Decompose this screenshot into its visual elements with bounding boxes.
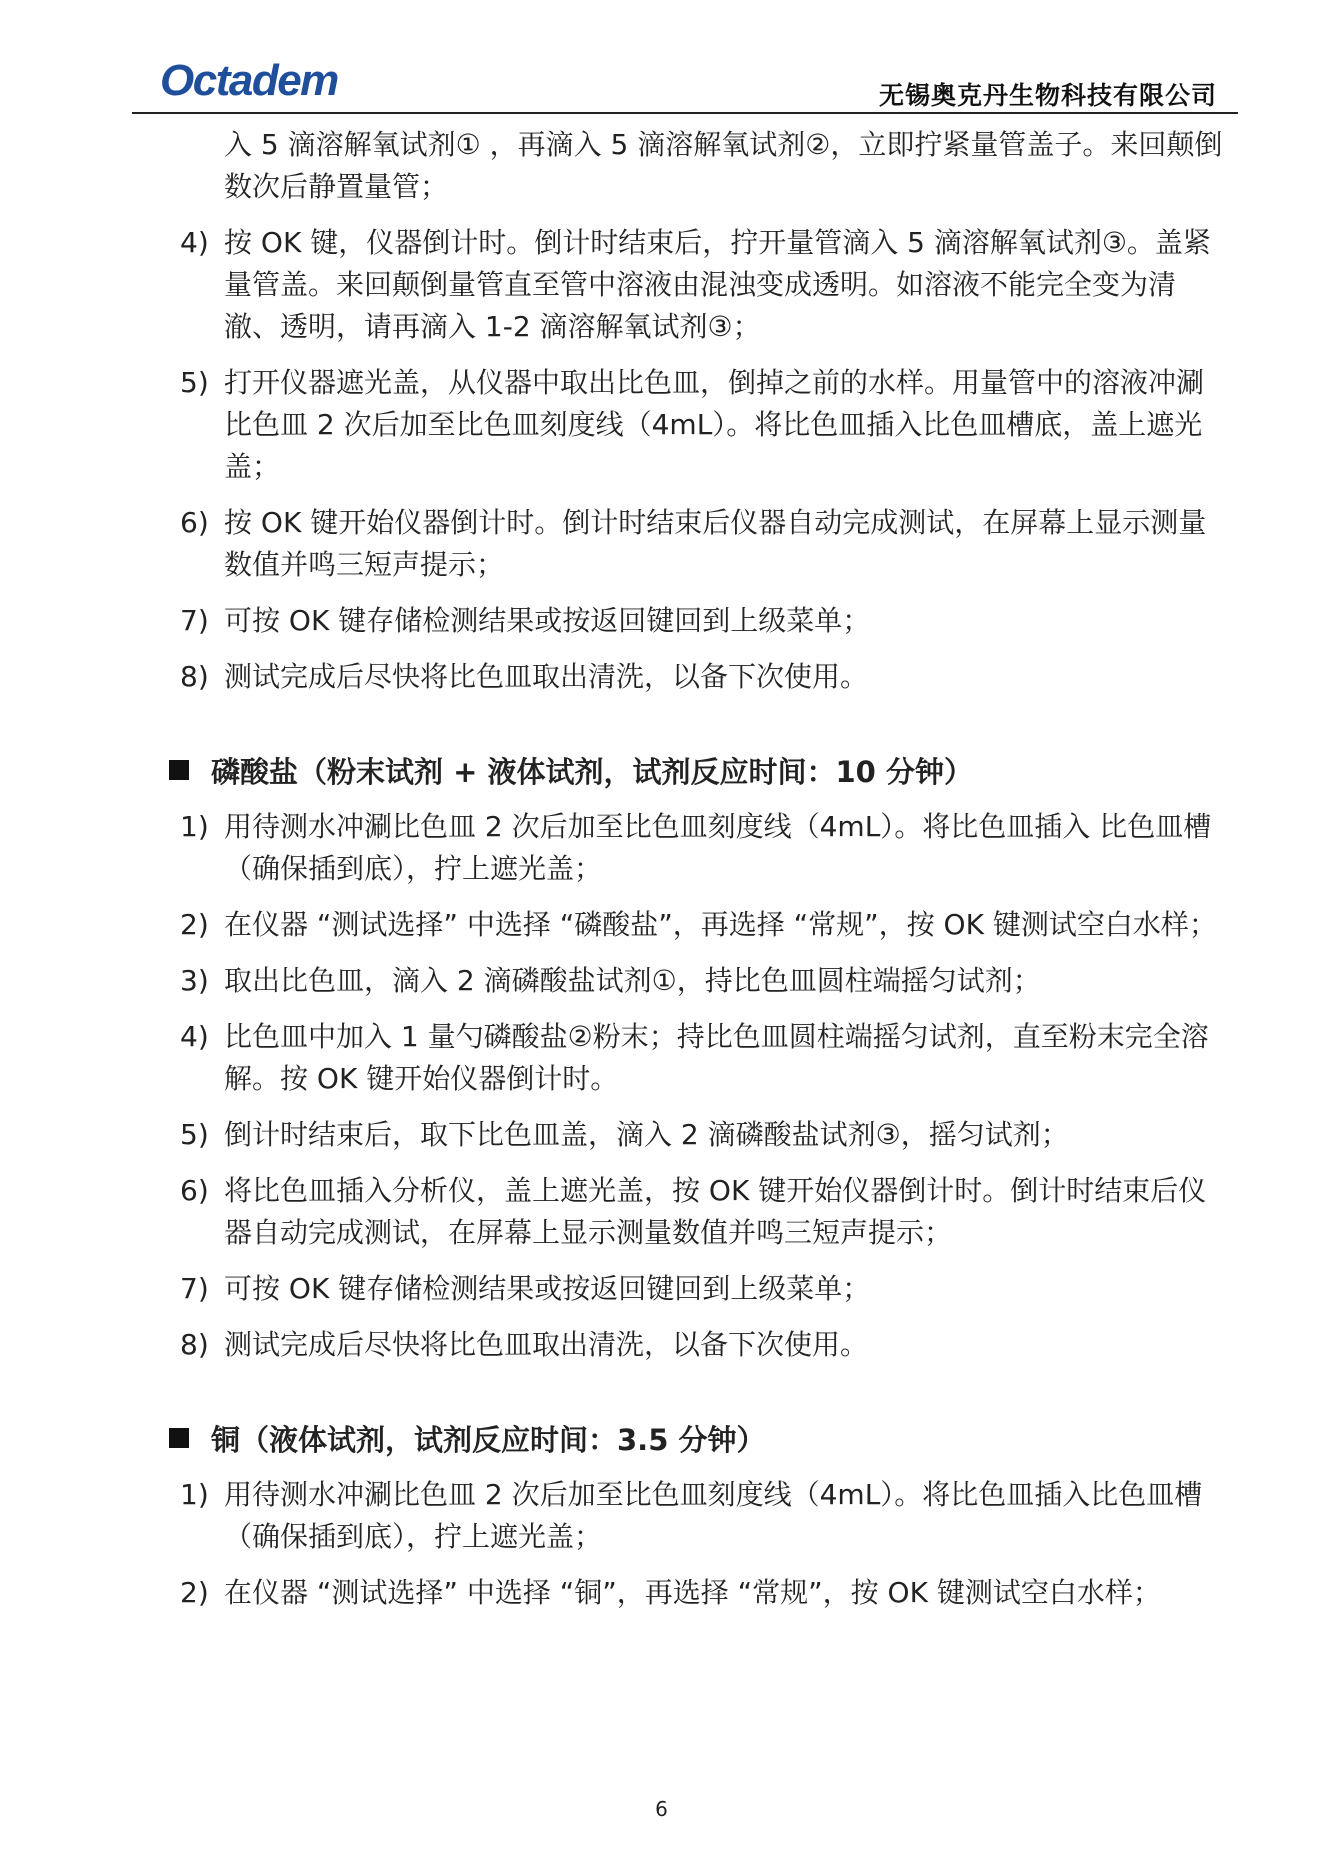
list-item [180, 1016, 1230, 1100]
section-title: 铜（液体试剂，试剂反应时间：3.5 分钟） [211, 1423, 766, 1457]
step-number: 5) [180, 366, 209, 399]
list-item [180, 222, 1230, 348]
list-item [180, 1324, 1230, 1366]
step-number: 6) [180, 506, 209, 539]
list-item [180, 1268, 1230, 1310]
step-text: 测试完成后尽快将比色皿取出清洗，以备下次使用。 [224, 1328, 869, 1361]
step-text: 测试完成后尽快将比色皿取出清洗，以备下次使用。 [224, 660, 869, 693]
step-number: 8) [180, 1328, 209, 1361]
list-item [180, 1572, 1230, 1614]
step-text: 倒计时结束后，取下比色皿盖，滴入 2 滴磷酸盐试剂③，摇匀试剂； [224, 1118, 1069, 1151]
step-number: 5) [180, 1118, 209, 1151]
step-number: 2) [180, 1576, 209, 1609]
step-number: 7) [180, 1272, 209, 1305]
step-number: 8) [180, 660, 209, 693]
list-item [180, 1474, 1230, 1558]
section-title: 磷酸盐（粉末试剂 + 液体试剂，试剂反应时间：10 分钟） [211, 755, 973, 789]
company-name: 无锡奥克丹生物科技有限公司 [878, 81, 1217, 110]
step-number: 1) [180, 1478, 209, 1511]
square-bullet-icon [169, 1428, 189, 1448]
step-number: 4) [180, 1020, 209, 1053]
step-text: 入 5 滴溶解氧试剂① ，再滴入 5 滴溶解氧试剂②，立即拧紧量管盖子。来回颠倒数次后静置量管； [224, 128, 1223, 203]
phosphate-section [180, 752, 1230, 1366]
step-text: 可按 OK 键存储检测结果或按返回键回到上级菜单； [224, 1272, 871, 1305]
list-item [180, 1170, 1230, 1254]
list-item [180, 362, 1230, 488]
step-text: 将比色皿插入分析仪，盖上遮光盖，按 OK 键开始仪器倒计时。倒计时结束后仪器自动完成测试，在屏幕上显示测量数值并鸣三短声提示； [224, 1174, 1207, 1249]
step-text: 按 OK 键，仪器倒计时。倒计时结束后，拧开量管滴入 5 滴溶解氧试剂③。盖紧量管盖。来回颠倒量管直至管中溶液由混浊变成透明。如溶液不能完全变为清澈、透明，请再滴入 1-2 滴溶解氧试剂③； [224, 226, 1211, 343]
step-text: 在仪器 “测试选择” 中选择 “磷酸盐”，再选择 “常规”，按 OK 键测试空白水样； [224, 908, 1217, 941]
step-number: 3) [180, 964, 209, 997]
step-text: 用待测水冲涮比色皿 2 次后加至比色皿刻度线（4mL）。将比色皿插入比色皿槽（确保插到底），拧上遮光盖； [224, 1478, 1203, 1553]
step-text: 用待测水冲涮比色皿 2 次后加至比色皿刻度线（4mL）。将比色皿插入 比色皿槽（确保插到底），拧上遮光盖； [224, 810, 1212, 885]
section-heading [169, 1420, 1230, 1460]
page-header [0, 0, 1323, 120]
company-logo: Octadem [160, 56, 338, 105]
step-number: 4) [180, 226, 209, 259]
square-bullet-icon [169, 760, 189, 780]
step-text: 在仪器 “测试选择” 中选择 “铜”，再选择 “常规”，按 OK 键测试空白水样； [224, 1576, 1161, 1609]
step-text: 取出比色皿，滴入 2 滴磷酸盐试剂①，持比色皿圆柱端摇匀试剂； [224, 964, 1041, 997]
list-item [180, 600, 1230, 642]
list-item [180, 806, 1230, 890]
document-body [180, 124, 1230, 1628]
list-item [180, 502, 1230, 586]
step-number [180, 124, 224, 208]
step-number: 1) [180, 810, 209, 843]
list-item [180, 124, 1230, 208]
section-heading [169, 752, 1230, 792]
step-number: 2) [180, 908, 209, 941]
header-divider [132, 112, 1238, 114]
step-text: 打开仪器遮光盖，从仪器中取出比色皿，倒掉之前的水样。用量管中的溶液冲涮比色皿 2 次后加至比色皿刻度线（4mL）。将比色皿插入比色皿槽底，盖上遮光盖； [224, 366, 1205, 483]
list-item [180, 960, 1230, 1002]
step-number: 6) [180, 1174, 209, 1207]
step-text: 比色皿中加入 1 量勺磷酸盐②粉末；持比色皿圆柱端摇匀试剂，直至粉末完全溶解。按 OK 键开始仪器倒计时。 [224, 1020, 1209, 1095]
list-item [180, 904, 1230, 946]
copper-section [180, 1420, 1230, 1614]
step-text: 可按 OK 键存储检测结果或按返回键回到上级菜单； [224, 604, 871, 637]
step-number: 7) [180, 604, 209, 637]
list-item [180, 1114, 1230, 1156]
list-item [180, 656, 1230, 698]
continued-steps [180, 124, 1230, 698]
page-number: 6 [655, 1797, 668, 1821]
step-text: 按 OK 键开始仪器倒计时。倒计时结束后仪器自动完成测试，在屏幕上显示测量数值并鸣三短声提示； [224, 506, 1207, 581]
